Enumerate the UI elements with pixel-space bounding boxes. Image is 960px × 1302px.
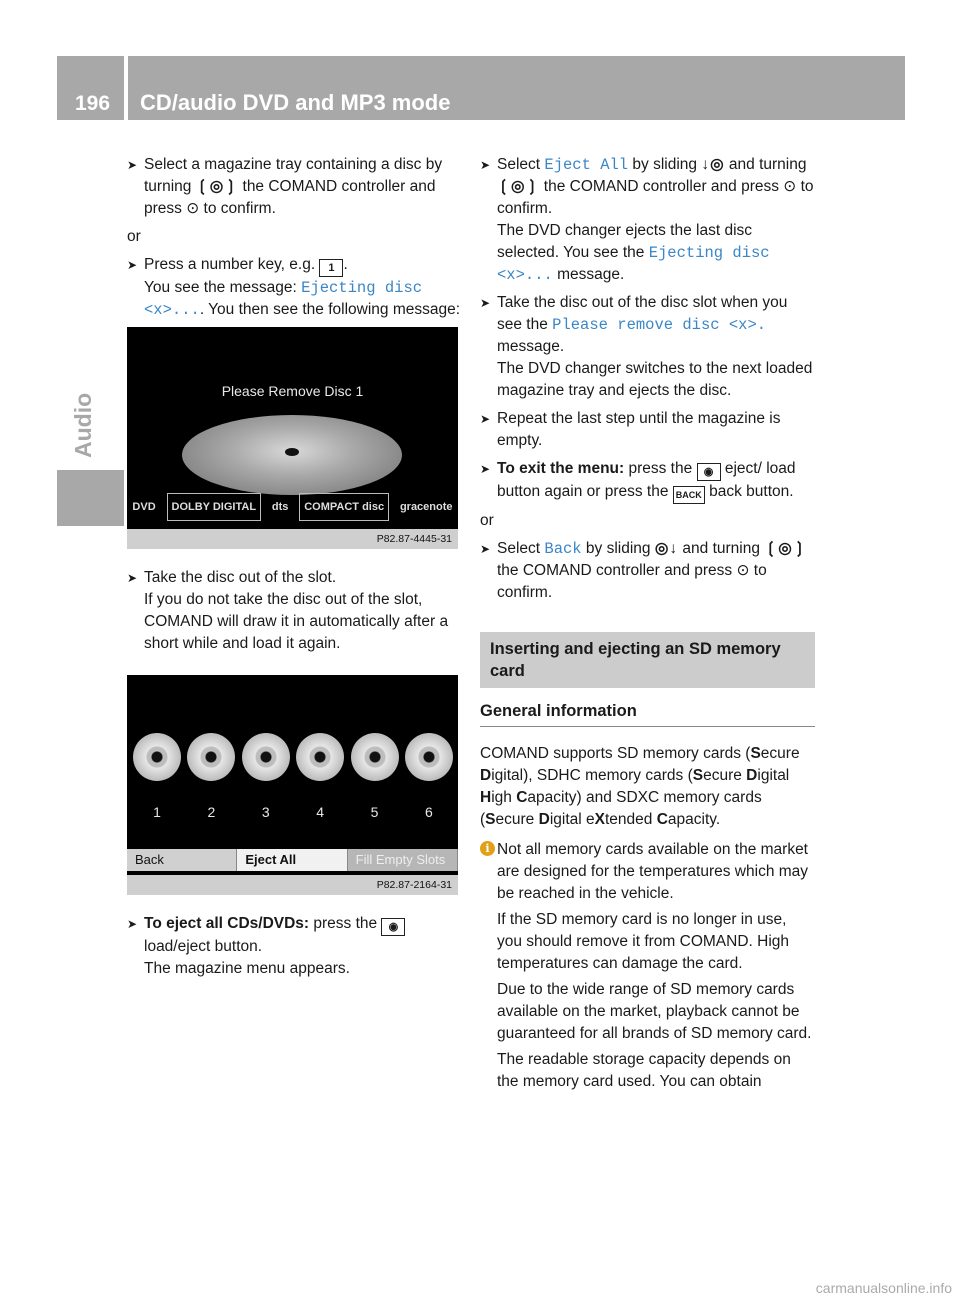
dts-logo: dts (271, 501, 289, 513)
page-title: CD/audio DVD and MP3 mode (140, 90, 451, 115)
step-eject-all: ➤ To eject all CDs/DVDs: press the ◉ load/eject button. The magazine menu appears. (127, 913, 462, 980)
step-arrow-icon: ➤ (127, 158, 138, 172)
step-arrow-icon: ➤ (127, 571, 138, 585)
disc-slot-4-icon[interactable] (296, 733, 344, 781)
or-text: or (480, 512, 494, 529)
step-arrow-icon: ➤ (480, 542, 491, 556)
press-icon: ⊙ (736, 562, 750, 579)
controller-turn-icon: ❲◎❳ (764, 540, 807, 557)
press-icon: ⊙ (783, 178, 797, 195)
step-select-tray: ➤ Select a magazine tray containing a disc by turning ❲◎❳ the COMAND controller and press ⊙ to confirm. (127, 156, 443, 217)
eject-key-icon: ◉ (697, 463, 721, 481)
disc-slot-2-icon[interactable] (187, 733, 235, 781)
slot-numbers (133, 801, 453, 823)
header-separator (124, 56, 128, 120)
slot-number: 3 (261, 804, 270, 820)
step-arrow-icon: ➤ (480, 296, 491, 310)
menu-back[interactable]: Back (127, 849, 237, 871)
disc-slot-6-icon[interactable] (405, 733, 453, 781)
step-arrow-icon: ➤ (127, 258, 138, 272)
slot-number: 4 (316, 804, 325, 820)
menu-fill-empty-slots[interactable]: Fill Empty Slots (348, 849, 458, 871)
step-repeat: ➤ Repeat the last step until the magazine is empty. (480, 410, 781, 449)
step-number-key: ➤ Press a number key, e.g. 1 . You see the message: Ejecting disc <x>.... You then see the following message: (127, 256, 461, 319)
section-heading: Inserting and ejecting an SD memory card (480, 632, 815, 688)
step-select-eject-all: ➤ Select Eject All by sliding ↓◎ and turning ❲◎❳ the COMAND controller and press ⊙ to confirm. The DVD changer ejects the last disc selected. You see the Ejecting disc <x>... message. (480, 156, 814, 284)
dvd-logo: DVD (132, 501, 156, 513)
step-arrow-icon: ➤ (480, 158, 491, 172)
or-text: or (127, 228, 141, 245)
number-key-1-icon: 1 (319, 259, 343, 277)
controller-turn-icon: ❲◎❳ (497, 178, 540, 195)
watermark: carmanualsonline.info (815, 1280, 952, 1296)
dolby-logo: DOLBY DIGITAL (167, 493, 262, 521)
press-icon: ⊙ (186, 200, 200, 217)
screenshot-magazine-menu (127, 675, 458, 895)
step-arrow-icon: ➤ (480, 462, 491, 476)
step-select-back: ➤ Select Back by sliding ◎↓ and turning ❲◎❳ the COMAND controller and press ⊙ to confirm. (480, 540, 807, 601)
disc-slot-3-icon[interactable] (242, 733, 290, 781)
disc-icon (182, 415, 402, 495)
left-column (127, 154, 462, 986)
side-tab-label: Audio (70, 392, 96, 458)
controller-turn-icon: ❲◎❳ (195, 178, 239, 195)
figure-reference: P82.87-4445-31 (127, 529, 458, 549)
menu-eject-all[interactable]: Eject All (237, 849, 347, 871)
back-label: Back (544, 540, 582, 558)
back-key-icon: BACK (673, 486, 705, 504)
sd-support-paragraph: COMAND supports SD memory cards (Secure Digital), SDHC memory cards (Secure Digital High Capacity) and SDXC memory cards (Secure Digital eXtended Capacity. (480, 745, 800, 828)
disc-slot-5-icon[interactable] (351, 733, 399, 781)
subsection-heading: General information (480, 700, 815, 727)
eject-all-label: Eject All (544, 156, 629, 174)
remove-disc-message: Please remove disc <x>. (552, 316, 767, 334)
slot-number: 5 (370, 804, 379, 820)
disc-slot-1-icon[interactable] (133, 733, 181, 781)
controller-slide-icon: ◎↓ (654, 540, 679, 557)
slot-number: 6 (425, 804, 433, 820)
magazine-menu-bar (127, 849, 458, 871)
step-take-disc-slot: ➤ Take the disc out of the disc slot when you see the Please remove disc <x>. message. The DVD changer switches to the next loaded magazine tray and ejects the disc. (480, 294, 813, 399)
slot-number: 2 (207, 804, 216, 820)
screen-message: Please Remove Disc 1 (221, 383, 364, 399)
controller-slide-icon: ↓◎ (701, 156, 725, 173)
disc-slots (133, 733, 453, 781)
page-number: 196 (75, 92, 111, 115)
info-icon: i (480, 841, 495, 856)
ejecting-message: Ejecting disc <x>... (497, 244, 770, 284)
slot-number: 1 (153, 804, 161, 820)
info-note: i Not all memory cards available on the market are designed for the temperatures which may be reached in the vehicle. If the SD memory card is no longer in use, you should remove it from COMAND. High temperatures can damage the card. Due to the wide range of SD memory cards available on the market, playback cannot be guaranteed for all brands of SD memory card. The readable storage capacity depends on the memory card used. You can obtain (480, 839, 815, 1093)
ejecting-message: Ejecting disc <x>... (144, 279, 423, 319)
gracenote-logo: gracenote (399, 501, 453, 513)
step-arrow-icon: ➤ (127, 917, 138, 931)
step-exit-menu: ➤ To exit the menu: press the ◉ eject/ load button again or press the BACK back button. (480, 458, 815, 504)
compact-disc-logo: COMPACT disc (299, 493, 389, 521)
screenshot-remove-disc (127, 327, 458, 549)
logo-row (127, 489, 458, 525)
step-take-disc: ➤ Take the disc out of the slot. If you do not take the disc out of the slot, COMAND will draw it in automatically after a short while and load it again. (127, 569, 449, 652)
right-column (480, 154, 815, 1097)
eject-key-icon: ◉ (381, 918, 405, 936)
step-arrow-icon: ➤ (480, 412, 491, 426)
figure-reference: P82.87-2164-31 (127, 875, 458, 895)
